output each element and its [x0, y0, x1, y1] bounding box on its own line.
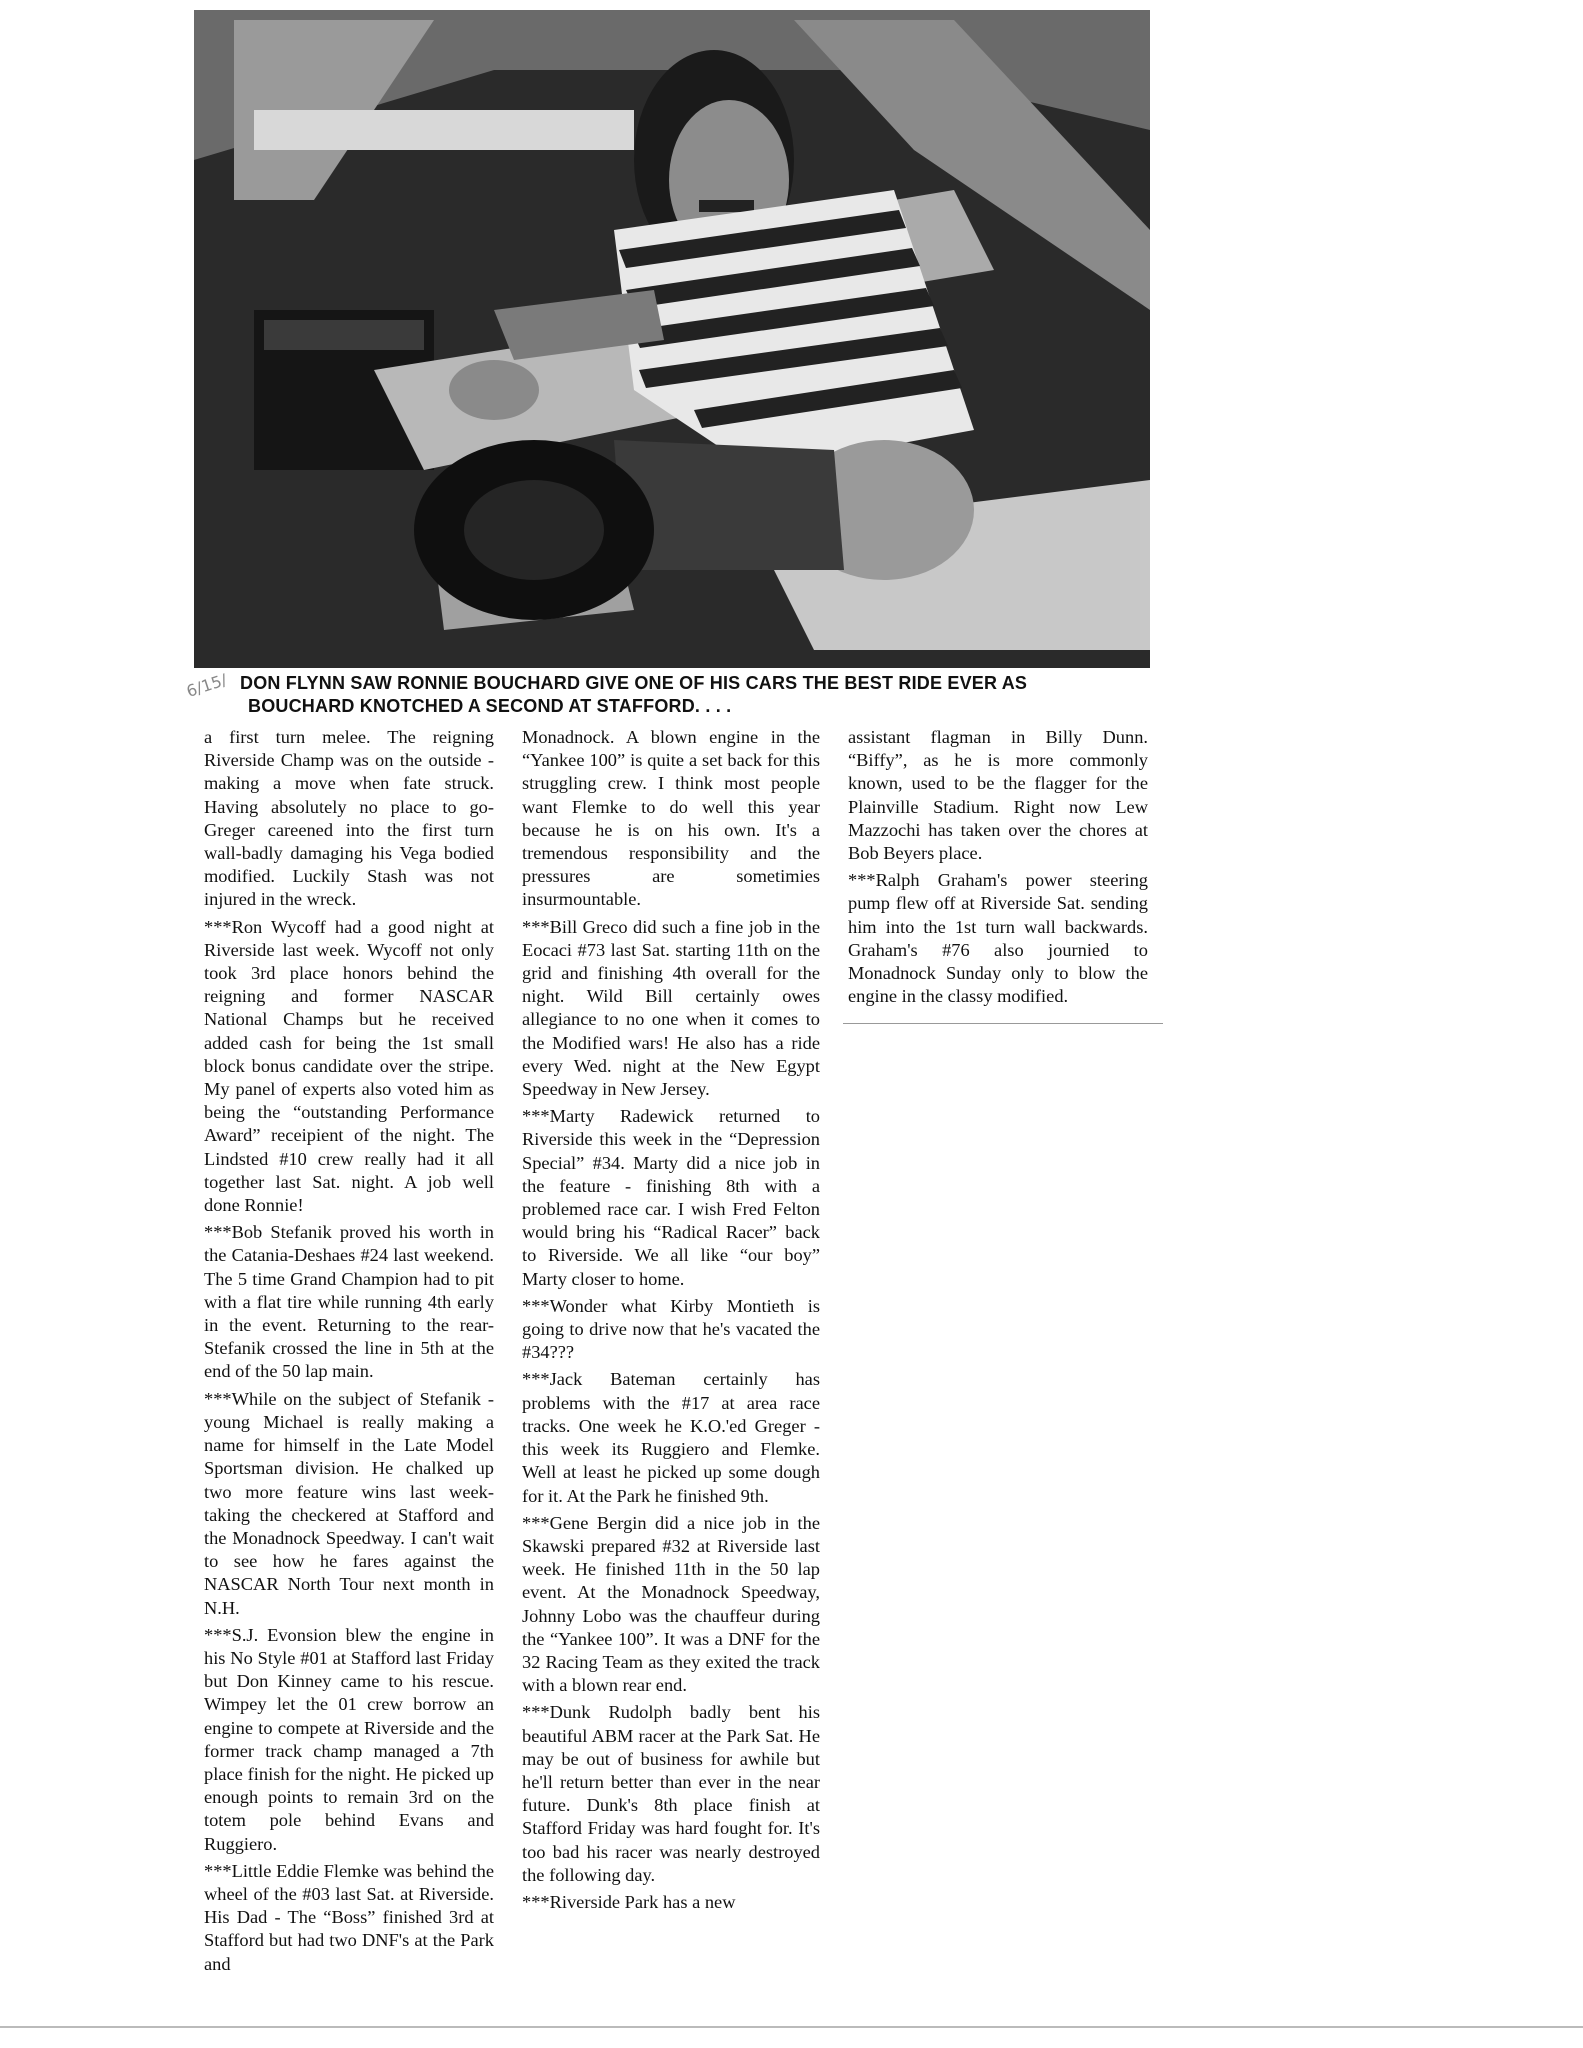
article-column-1 — [204, 726, 494, 1980]
paragraph: ***Riverside Park has a new — [522, 1891, 736, 1912]
paragraph: ***Gene Bergin did a nice job in the Skawski prepared #32 at Riverside last week. He finished 11th in the 50 lap event. At the Monadnock Speedway, Johnny Lobo was the chauffeur during the “Yankee 100”. It was a DNF for the 32 Racing Team as they exited the track with a blown rear end. — [522, 1512, 820, 1696]
paragraph: ***Wonder what Kirby Montieth is going to drive now that he's vacated the #34??? — [522, 1295, 820, 1363]
column-end-rule — [843, 1023, 1163, 1024]
caption-line-1: DON FLYNN SAW RONNIE BOUCHARD GIVE ONE OF HIS CARS THE BEST RIDE EVER AS — [240, 673, 1028, 693]
paragraph: ***While on the subject of Stefanik - young Michael is really making a name for himself in the Late Model Sportsman division. He chalked up two more feature wins last week-taking the checkered at Stafford and the Monadnock Speedway. I can't wait to see how he fares against the NASCAR North Tour next month in N.H. — [204, 1388, 494, 1618]
paragraph: ***Jack Bateman certainly has problems with the #17 at area race tracks. One week he K.O.'ed Greger - this week its Ruggiero and Flemke. Well at least he picked up some dough for it. At the Park he finished 9th. — [522, 1369, 820, 1506]
article-column-3 — [848, 726, 1148, 1012]
paragraph: ***Dunk Rudolph badly bent his beautiful ABM racer at the Park Sat. He may be out of business for awhile but he'll return better than ever in the near future. Dunk's 8th place finish at Stafford Friday was hard fought for. It's too bad his racer was nearly destroyed the following day. — [522, 1702, 820, 1885]
photo-caption — [240, 672, 1140, 718]
paragraph: ***Bill Greco did such a fine job in the Eocaci #73 last Sat. starting 11th on the grid and finishing 4th overall for the night. Wild Bill certainly owes allegiance to no one when it comes to the Modified wars! He also has a ride every Wed. night at the New Egypt Speedway in New Jersey. — [522, 916, 820, 1100]
photo-image — [194, 10, 1150, 668]
paragraph: assistant flagman in Billy Dunn. “Biffy”, as he is more commonly known, used to be the flagger for the Plainville Stadium. Right now Lew Mazzochi has taken over the chores at Bob Beyers place. — [848, 727, 1148, 864]
handwritten-date-note: 6/15/ — [184, 670, 230, 701]
caption-line-2: BOUCHARD KNOTCHED A SECOND AT STAFFORD. . . . — [248, 696, 732, 716]
paragraph: ***Ralph Graham's power steering pump flew off at Riverside Sat. sending him into the 1st turn wall backwards. Graham's #76 also journied to Monadnock Sunday only to blow the engine in the classy modified. — [848, 870, 1148, 1007]
article-column-2 — [522, 726, 820, 1918]
paragraph: ***Ron Wycoff had a good night at Riverside last week. Wycoff not only took 3rd place honors behind the reigning and former NASCAR National Champs but he received added cash for being the 1st small block bonus candidate over the stripe. My panel of experts also voted him as being the “outstanding Performance Award” receipient of the night. The Lindsted #10 crew really had it all together last Sat. night. A job well done Ronnie! — [204, 916, 494, 1216]
paragraph: ***S.J. Evonsion blew the engine in his No Style #01 at Stafford last Friday but Don Kinney came to his rescue. Wimpey let the 01 crew borrow an engine to compete at Riverside and the former track champ managed a 7th place finish for the night. He picked up enough points to remain 3rd on the totem pole behind Evans and Ruggiero. — [204, 1624, 494, 1854]
paragraph: ***Bob Stefanik proved his worth in the Catania-Deshaes #24 last weekend. The 5 time Grand Champion had to pit with a flat tire while running 4th early in the event. Returning to the rear-Stefanik crossed the line in 5th at the end of the 50 lap main. — [204, 1222, 494, 1382]
photo-ronnie-bouchard — [194, 10, 1150, 668]
scan-edge-line — [0, 2026, 1583, 2028]
paragraph: a first turn melee. The reigning Riverside Champ was on the outside - making a move when fate struck. Having absolutely no place to go-Greger careened into the first turn wall-badly damaging his Vega bodied modified. Luckily Stash was not injured in the wreck. — [204, 727, 494, 910]
paragraph: Monadnock. A blown engine in the “Yankee 100” is quite a set back for this struggling crew. I think most people want Flemke to do well this year because he is on his own. It's a tremendous responsibility and the pressures are sometimies insurmountable. — [522, 727, 820, 910]
paragraph: ***Little Eddie Flemke was behind the wheel of the #03 last Sat. at Riverside. His Dad - The “Boss” finished 3rd at Stafford but had two DNF's at the Park and — [204, 1860, 494, 1974]
paragraph: ***Marty Radewick returned to Riverside this week in the “Depression Special” #34. Marty did a nice job in the feature - finishing 8th with a problemed race car. I wish Fred Felton would bring his “Radical Racer” back to Riverside. We all like “our boy” Marty closer to home. — [522, 1106, 820, 1289]
